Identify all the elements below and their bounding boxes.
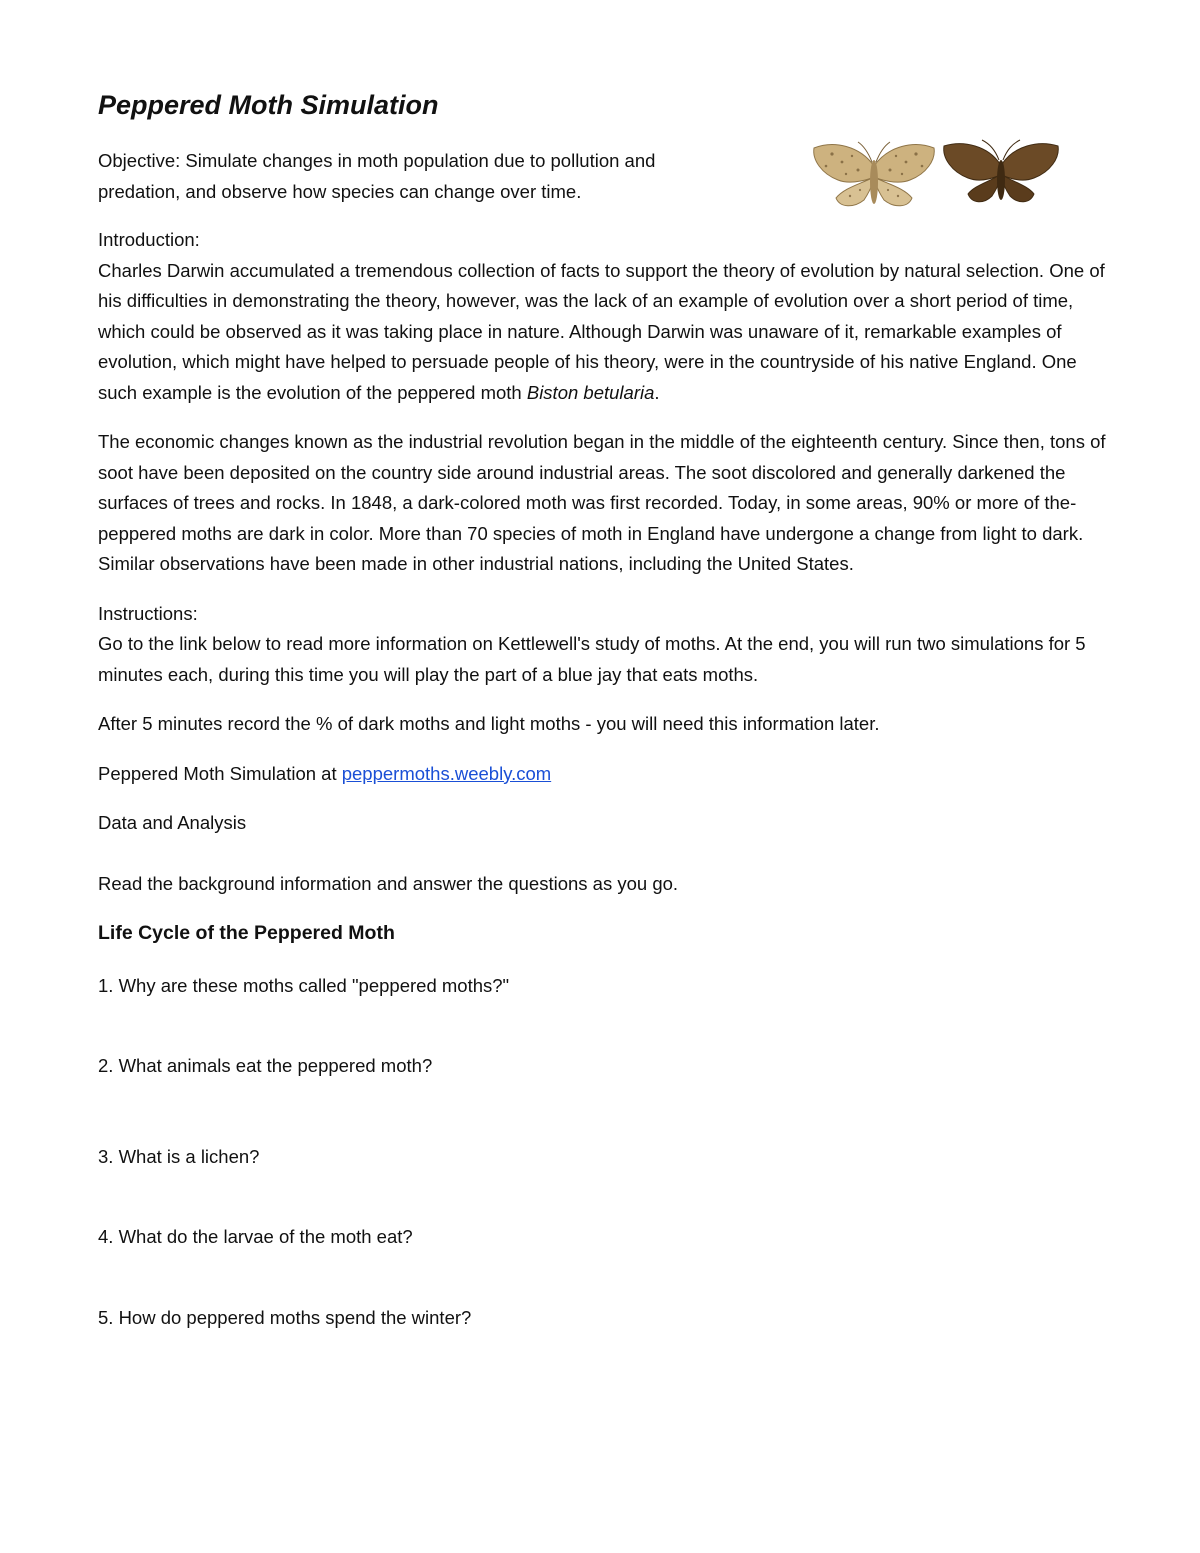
- species-name: Biston betularia: [526, 381, 655, 403]
- document-page: [98, 86, 1108, 1333]
- simulation-prefix: Peppered Moth Simulation at: [98, 762, 342, 784]
- question-5: 5. How do peppered moths spend the winter?: [98, 1306, 472, 1328]
- section-heading: Life Cycle of the Peppered Moth: [98, 922, 395, 944]
- data-analysis-label: Data and Analysis: [98, 812, 247, 833]
- question-3: 3. What is a lichen?: [98, 1145, 260, 1167]
- instructions-section: [98, 599, 1108, 691]
- question-2: 2. What animals eat the peppered moth?: [98, 1055, 433, 1076]
- simulation-link[interactable]: peppermoths.weebly.com: [341, 762, 552, 784]
- objective-text: Objective: Simulate changes in moth population due to pollution and predation, and observe how species can change over time.: [98, 150, 656, 202]
- record-instructions: After 5 minutes record the % of dark moths and light moths - you will need this information later.: [98, 713, 880, 734]
- question-1: 1. Why are these moths called "peppered moths?": [98, 974, 510, 996]
- intro-paragraph-1-end: .: [654, 381, 660, 403]
- page-title: Peppered Moth Simulation: [98, 90, 439, 120]
- read-background-text: Read the background information and answer the questions as you go.: [98, 872, 679, 894]
- simulation-link-line: [98, 759, 1108, 790]
- intro-paragraph-2: The economic changes known as the industrial revolution began in the middle of the eighteenth century. Since then, tons of soot have been deposited on the country side around industrial areas. The soot discolored and generally darkened the surfaces of trees and rocks. In 1848, a dark-colored moth was first recorded. Today, in some areas, 90% or more of the-peppered moths are dark in color. More than 70 species of moth in England have undergone a change from light to dark. Similar observations have been made in other industrial nations, including the United States.: [98, 431, 1106, 574]
- instructions-text: Go to the link below to read more information on Kettlewell's study of moths. At the end, you will run two simulations for 5 minutes each, during this time you will play the part of a blue jay that eats moths.: [98, 633, 1086, 685]
- intro-paragraph-1: Charles Darwin accumulated a tremendous collection of facts to support the theory of evolution by natural selection. One of his difficulties in demonstrating the theory, however, was the lack of an example of evolution over a short period of time, which could be observed as it was taking place in nature. Although Darwin was unaware of it, remarkable examples of evolution, which might have helped to persuade people of his theory, were in the countryside of his native England. One such example is the evolution of the peppered moth: [98, 259, 1105, 403]
- instructions-label: Instructions:: [98, 602, 198, 624]
- introduction-label: Introduction:: [98, 229, 200, 250]
- question-4: 4. What do the larvae of the moth eat?: [98, 1226, 413, 1247]
- introduction-section: [98, 225, 1108, 408]
